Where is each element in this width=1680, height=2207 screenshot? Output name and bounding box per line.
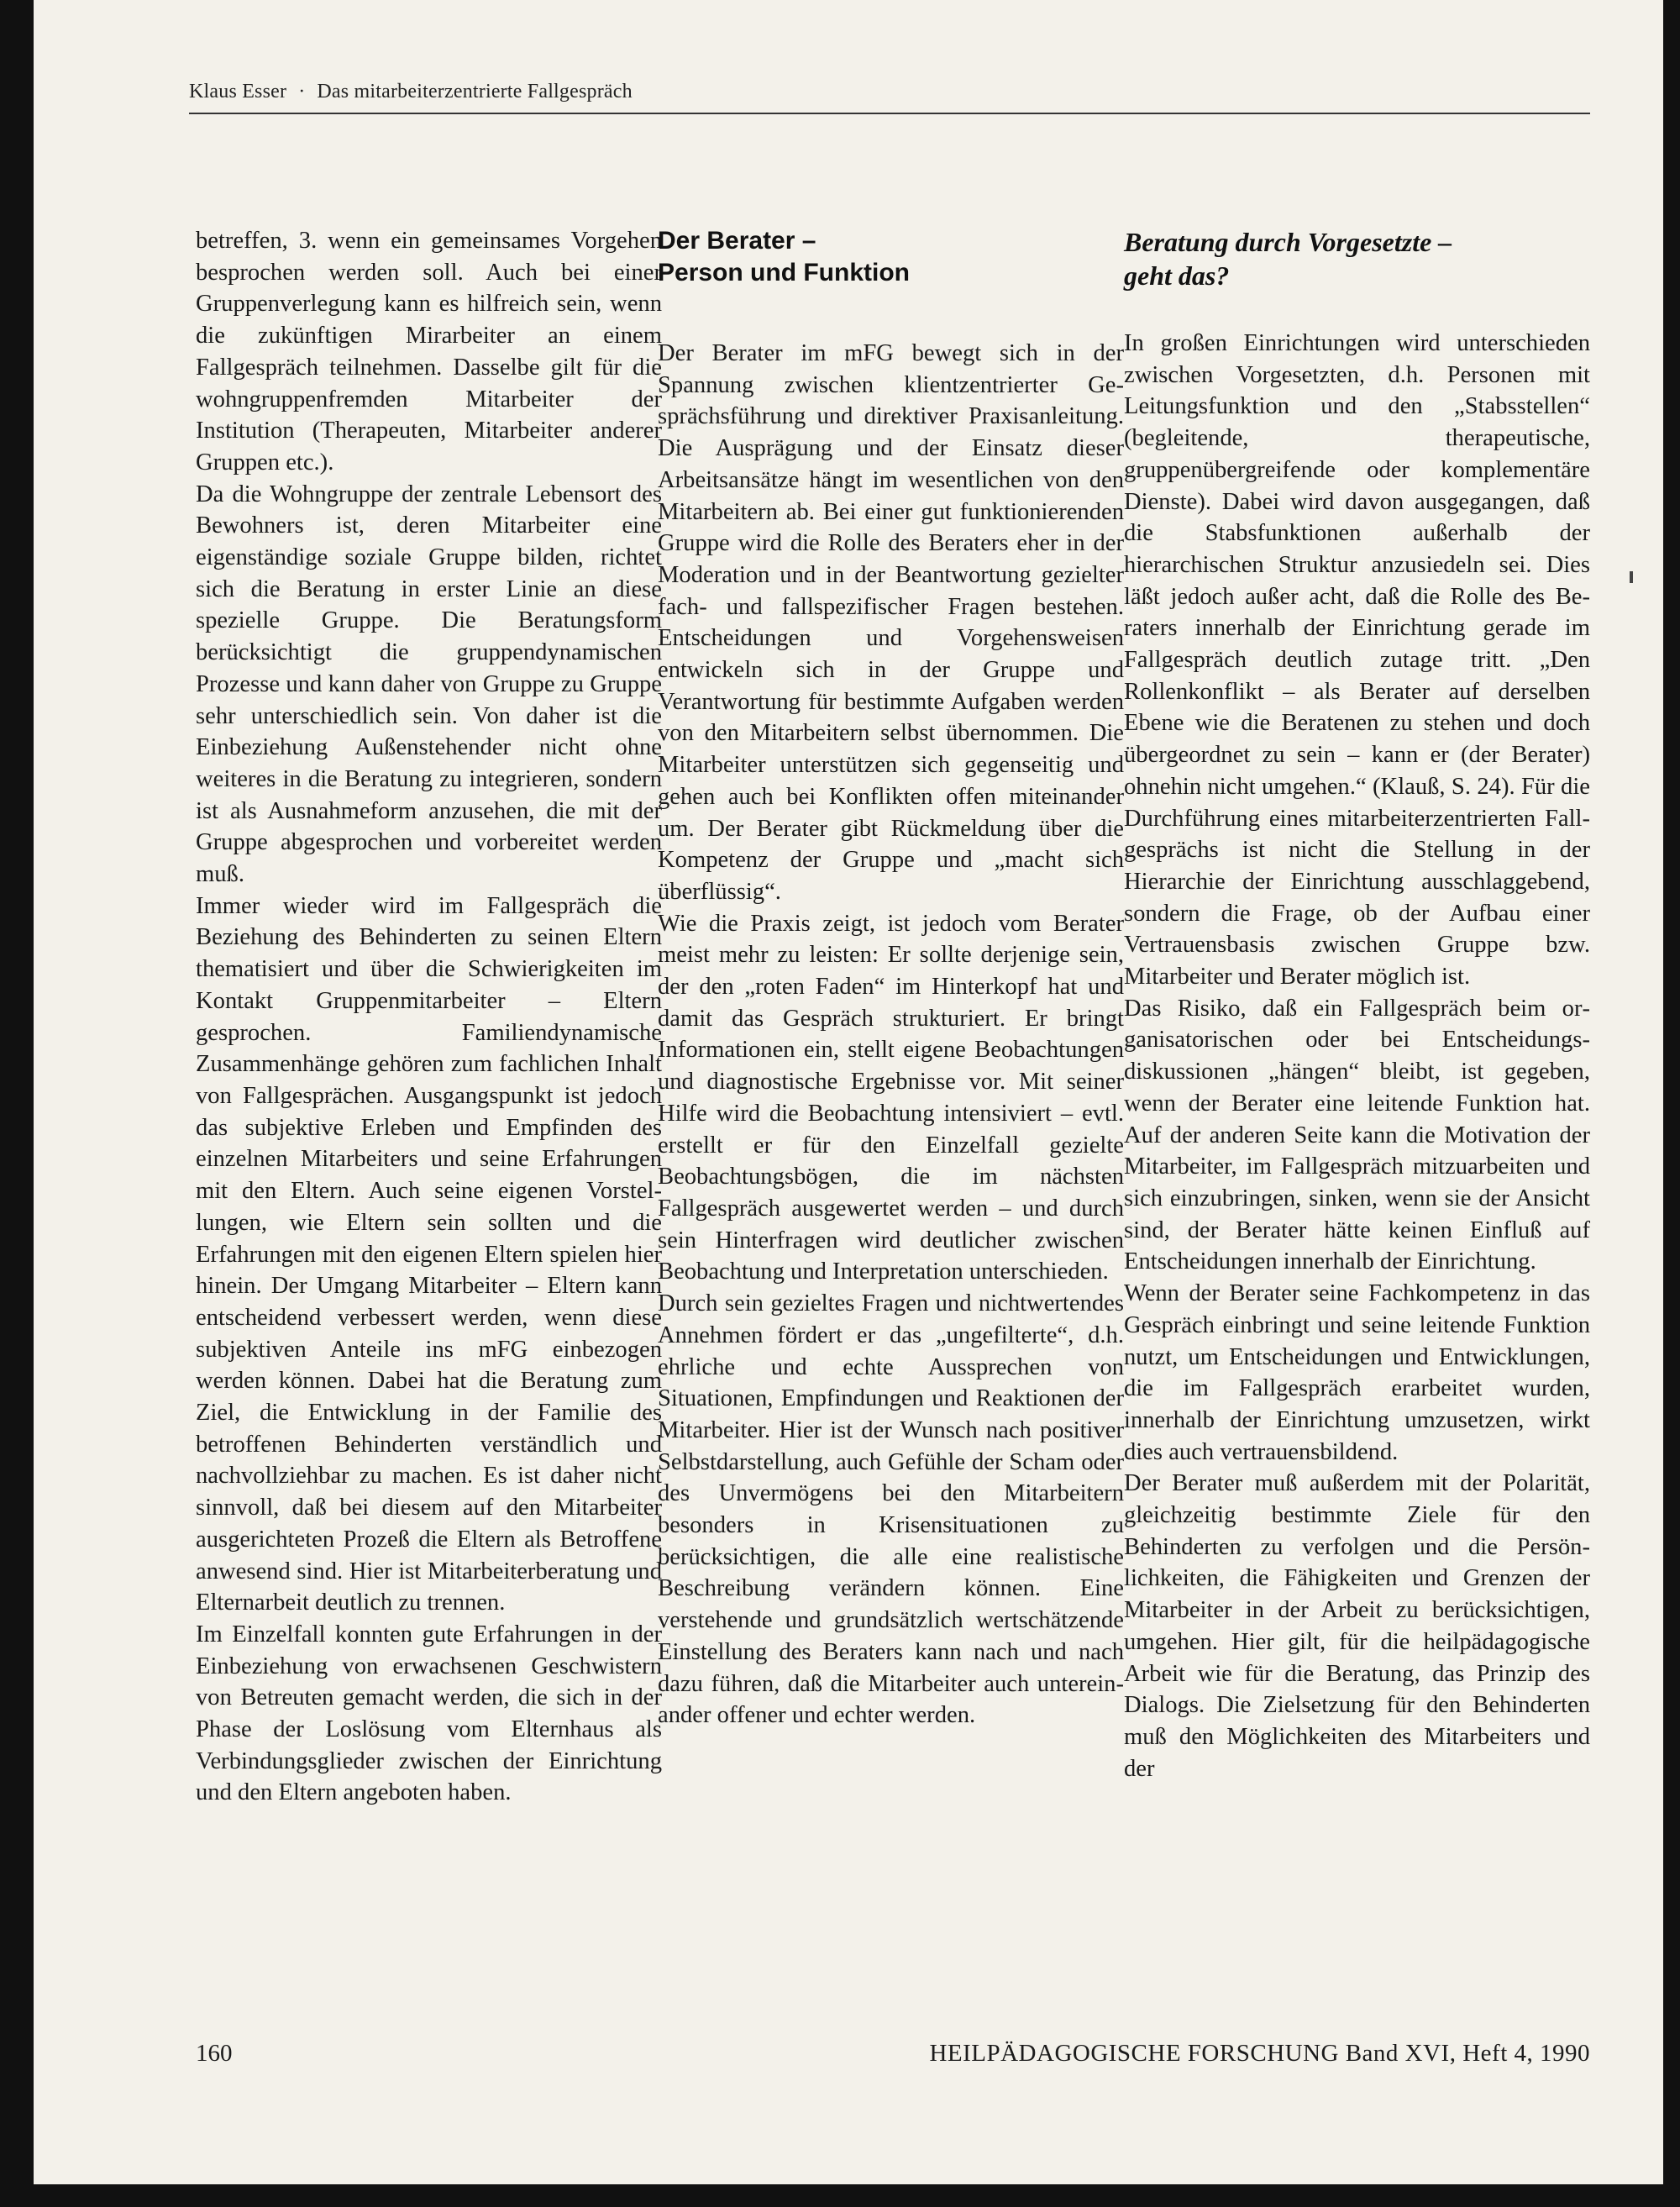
- margin-mark: [1630, 571, 1633, 583]
- text-column-3: [1124, 225, 1590, 1784]
- paragraph: betreffen, 3. wenn ein gemeinsames Vorgehen besprochen werden soll. Auch bei einer Gruppenverlegung kann es hilfreich sein, wenn die zukünftigen Mirarbeiter an einem Fallgespräch teilnehmen. Dasselbe gilt für die wohngruppenfremden Mitarbeiter der Institution (Therapeuten, Mitarbeiter anderer Gruppen etc.).: [196, 228, 662, 476]
- section-heading-line: Beratung durch Vorgesetzte –: [1124, 227, 1452, 257]
- paragraph: Immer wieder wird im Fallgespräch die Beziehung des Behinderten zu seinen Eltern thematisiert und über die Schwierigkeiten im Kontakt Gruppenmitarbeiter – Eltern gesprochen. Familiendynamische Zusammenhänge gehören zum fachlichen Inhalt von Fallgesprächen. Ausgangspunkt ist jedoch das subjektive Erleben und Empfinden des einzelnen Mitarbeiters und seine Erfahrungen mit den Eltern. Auch seine eigenen Vorstellungen, wie Eltern sein sollten und die Erfahrungen mit den eigenen Eltern spielen hier hinein. Der Umgang Mitarbeiter – Eltern kann entscheidend verbessert werden, wenn diese subjektiven Anteile ins mFG einbezogen werden können. Dabei hat die Beratung zum Ziel, die Entwicklung in der Familie des betroffenen Behinderten verständlich und nachvollziehbar zu machen. Es ist daher nicht sinnvoll, daß bei diesem auf den Mitarbeiter ausgerichteten Prozeß die Eltern als Betroffene anwesend sind. Hier ist Mitarbeiterberatung und Elternarbeit deutlich zu trennen.: [196, 892, 662, 1616]
- text-column-2: [658, 225, 1124, 1731]
- section-heading-vorgesetzte: [1124, 225, 1590, 292]
- header-separator: ·: [298, 81, 306, 102]
- journal-reference: HEILPÄDAGOGISCHE FORSCHUNG Band XVI, Heft 4, 1990: [929, 2040, 1590, 2067]
- paragraph: Wenn der Berater seine Fachkompetenz in das Gespräch einbringt und seine leitende Funktion nutzt, um Entscheidungen und Entwicklungen, die im Fallgespräch erarbeitet wurden, innerhalb der Einrichtung umzusetzen, wirkt dies auch vertrauensbildend.: [1124, 1280, 1590, 1465]
- section-heading-line: geht das?: [1124, 260, 1230, 291]
- header-title: Das mitarbeiterzentrierte Fallgespräch: [317, 81, 633, 102]
- running-head: [189, 81, 1588, 103]
- paragraph: Der Berater im mFG bewegt sich in der Spannung zwischen klientzentrierter Gesprächsführung und direktiver Praxisanleitung. Die Ausprägung und der Einsatz dieser Arbeitsansätze hängt im wesentlichen von den Mitarbeitern ab. Bei einer gut funktionierenden Gruppe wird die Rolle des Beraters eher in der Moderation und in der Beantwortung gezielter fach- und fallspezifischer Fragen bestehen. Entscheidungen und Vorgehensweisen entwickeln sich in der Gruppe und Verantwortung für bestimmte Aufgaben werden von den Mitarbeitern selbst übernommen. Die Mitarbeiter unterstützen sich gegenseitig und gehen auch bei Konflikten offen miteinander um. Der Berater gibt Rückmeldung über die Kompetenz der Gruppe und „macht sich überflüssig“.: [658, 340, 1124, 905]
- paragraph: Wie die Praxis zeigt, ist jedoch vom Berater meist mehr zu leisten: Er sollte derjenige sein, der den „roten Faden“ im Hinterkopf hat und damit das Gespräch strukturiert. Er bringt Informationen ein, stellt eigene Beobachtungen und diagnostische Ergebnisse vor. Mit seiner Hilfe wird die Beobachtung intensiviert – evtl. erstellt er für den Einzelfall gezielte Beobachtungsbögen, die im nächsten Fallgespräch ausgewertet werden – und durch sein Hinterfragen wird deutlicher zwischen Beobachtung und Interpretation unterschieden.: [658, 910, 1124, 1285]
- section-heading-berater: [658, 225, 1124, 289]
- paragraph: Im Einzelfall konnten gute Erfahrungen in der Einbeziehung von erwachsenen Geschwistern von Betreuten gemacht werden, die sich in der Phase der Loslösung vom Elternhaus als Verbindungsglieder zwischen der Einrichtung und den Eltern angeboten haben.: [196, 1621, 662, 1806]
- text-column-1: [196, 225, 662, 1809]
- section-heading-line: Person und Funktion: [658, 259, 910, 286]
- section-heading-line: Der Berater –: [658, 227, 816, 255]
- journal-page: [34, 0, 1663, 2184]
- header-rule: [189, 113, 1590, 114]
- paragraph: Der Berater muß außerdem mit der Polarität, gleichzeitig bestimmte Ziele für den Behinderten zu verfolgen und die Persönlichkeiten, die Fähigkeiten und Grenzen der Mitarbeiter in der Arbeit zu berücksichtigen, umgehen. Hier gilt, für die heilpädagogische Arbeit wie für die Beratung, das Prinzip des Dialogs. Die Zielsetzung für den Behinderten muß den Möglichkeiten des Mitarbeiters und der: [1124, 1470, 1590, 1782]
- page-number: 160: [196, 2040, 233, 2067]
- paragraph: Da die Wohngruppe der zentrale Lebensort des Bewohners ist, deren Mitarbeiter eine eigenständige soziale Gruppe bilden, richtet sich die Beratung in erster Linie an diese spezielle Gruppe. Die Beratungsform berücksichtigt die gruppendynamischen Prozesse und kann daher von Gruppe zu Gruppe sehr unterschiedlich sein. Von daher ist die Einbeziehung Außenstehender nicht ohne weiteres in die Beratung zu integrieren, sondern ist als Ausnahmeform anzusehen, die mit der Gruppe abgesprochen und vorbereitet werden muß.: [196, 481, 662, 888]
- paragraph: Das Risiko, daß ein Fallgespräch beim organisatorischen oder bei Entscheidungsdiskussionen „hängen“ bleibt, ist gegeben, wenn der Berater eine leitende Funktion hat. Auf der anderen Seite kann die Motivation der Mitarbeiter, im Fallgespräch mitzuarbeiten und sich einzubringen, sinken, wenn sie der Ansicht sind, der Berater hätte keinen Einfluß auf Entscheidungen innerhalb der Einrichtung.: [1124, 995, 1590, 1275]
- paragraph: In großen Einrichtungen wird unterschieden zwischen Vorgesetzten, d.h. Personen mit Leitungsfunktion und den „Stabsstellen“ (begleitende, therapeutische, gruppenübergreifende oder komplementäre Dienste). Dabei wird davon ausgegangen, daß die Stabsfunktionen außerhalb der hierarchischen Struktur anzusiedeln sei. Dies läßt jedoch außer acht, daß die Rolle des Beraters innerhalb der Einrichtung gerade im Fallgespräch deutlich zutage tritt. „Den Rollenkonflikt – als Berater auf derselben Ebene wie die Beratenen zu stehen und doch übergeordnet zu sein – kann er (der Berater) ohnehin nicht umgehen.“ (Klauß, S. 24). Für die Durchführung eines mitarbeiterzentrierten Fallgesprächs ist nicht die Stellung in der Hierarchie der Einrichtung ausschlaggebend, sondern die Frage, ob der Aufbau einer Vertrauensbasis zwischen Gruppe bzw. Mitarbeiter und Berater möglich ist.: [1124, 330, 1590, 991]
- paragraph: Durch sein gezieltes Fragen und nichtwertendes Annehmen fördert er das „ungefilterte“, d.h. ehrliche und echte Aussprechen von Situationen, Empfindungen und Reaktionen der Mitarbeiter. Hier ist der Wunsch nach positiver Selbstdarstellung, auch Gefühle der Scham oder des Unvermögens bei den Mitarbeitern besonders in Krisensituationen zu berücksichtigen, die alle eine realistische Beschreibung verändern können. Eine verstehende und grundsätzlich wertschätzende Einstellung des Beraters kann nach und nach dazu führen, daß die Mitarbeiter auch untereinander offener und echter werden.: [658, 1290, 1124, 1729]
- header-author: Klaus Esser: [189, 81, 287, 102]
